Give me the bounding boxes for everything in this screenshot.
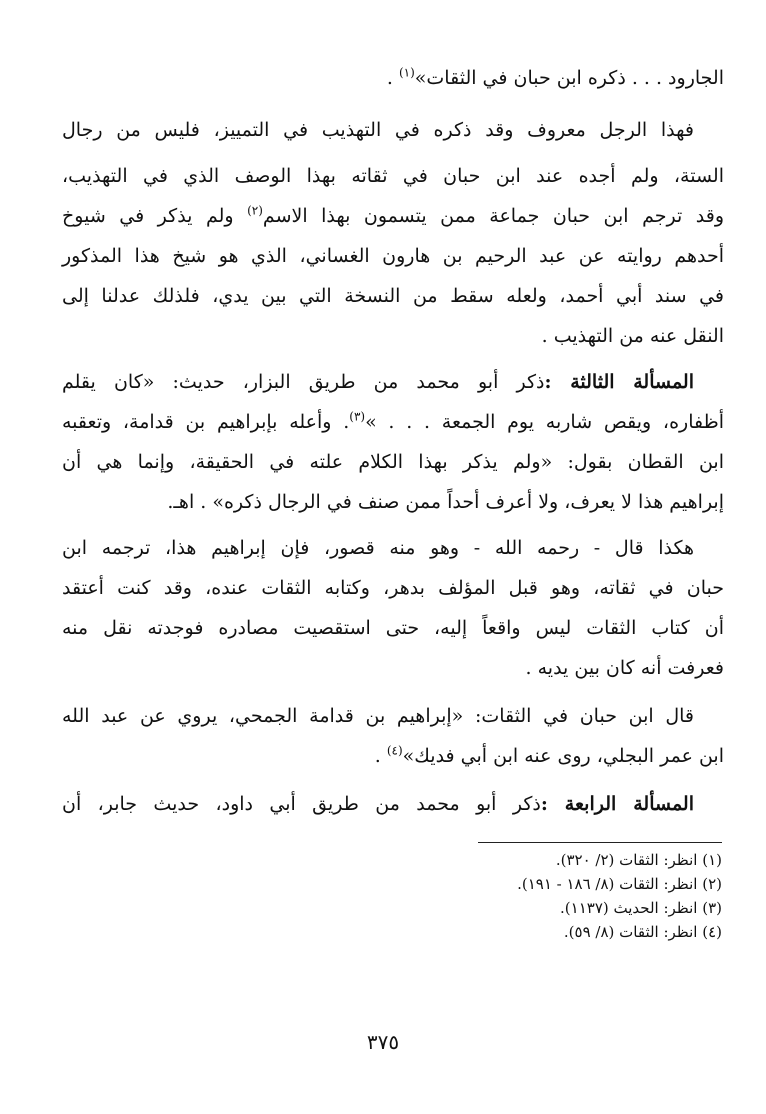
text-line <box>62 52 724 104</box>
line-text: أظفاره، ويقص شاربه يوم الجمعة . . . » <box>365 411 724 433</box>
line-text-after: . وأعله بإبراهيم بن قدامة، وتعقبه <box>62 411 350 433</box>
line-text: فعرفت أنه كان بين يديه . <box>525 657 724 679</box>
section-heading: المسألة الرابعة : <box>540 793 694 815</box>
page-number: ٣٧٥ <box>366 1030 400 1054</box>
footnote-divider <box>478 842 722 843</box>
footnote: (٣) انظر: الحديث (١١٣٧). <box>560 899 722 917</box>
footnote: (٢) انظر: الثقات (٨/ ١٨٦ - ١٩١). <box>517 875 722 893</box>
line-text-after: . <box>374 745 387 767</box>
line-text: أحدهم روايته عن عبد الرحيم بن هارون الغساني، الذي هو شيخ هذا المذكور <box>62 245 724 267</box>
footnote-ref[interactable]: (٢) <box>247 203 263 218</box>
line-text: ذكر أبو محمد من طريق البزار، حديث: «كان يقلم <box>62 371 545 393</box>
line-text: فهذا الرجل معروف وقد ذكره في التهذيب في التمييز، فليس من رجال <box>62 119 694 141</box>
text-line <box>62 476 724 528</box>
line-text: إبراهيم هذا لا يعرف، ولا أعرف أحداً ممن صنف في الرجال ذكره» . اهـ. <box>167 491 724 513</box>
section-heading: المسألة الثالثة : <box>544 371 694 393</box>
line-text: في سند أبي أحمد، ولعله سقط من النسخة التي بين يدي، فلذلك عدلنا إلى <box>62 285 724 307</box>
line-text: قال ابن حبان في الثقات: «إبراهيم بن قدامة الجمحي، يروي عن عبد الله <box>62 705 694 727</box>
footnote-ref[interactable]: (٣) <box>349 409 366 424</box>
text-line <box>62 642 724 694</box>
line-text-after: ولم يذكر في شيوخ <box>62 205 248 227</box>
line-text: الستة، ولم أجده عند ابن حبان في ثقاته بهذا الوصف الذي في التهذيب، <box>62 165 724 187</box>
text-line <box>62 104 724 156</box>
footnote-ref[interactable]: (١) <box>398 65 415 80</box>
footnote: (١) انظر: الثقات (٢/ ٣٢٠). <box>555 851 722 869</box>
line-text: الجارود . . . ذكره ابن حبان في الثقات» <box>414 67 724 89</box>
text-line <box>62 310 724 362</box>
footnote-ref[interactable]: (٤) <box>386 743 403 758</box>
line-text: ابن عمر البجلي، روى عنه ابن أبي فديك» <box>402 745 724 767</box>
footnotes <box>300 848 722 944</box>
line-text: أن كتاب الثقات ليس واقعاً إليه، حتى استقصيت مصادره فوجدته نقل منه <box>62 617 724 639</box>
line-text: النقل عنه من التهذيب . <box>541 325 724 347</box>
text-line <box>62 730 724 782</box>
text-line <box>62 778 724 830</box>
line-text: هكذا قال - رحمه الله - وهو منه قصور، فإن إبراهيم هذا، ترجمه ابن <box>62 537 694 559</box>
line-text: حبان في ثقاته، وهو قبل المؤلف بدهر، وكتابه الثقات عنده، وقد كنت أعتقد <box>62 577 724 599</box>
line-text: وقد ترجم ابن حبان جماعة ممن يتسمون بهذا الاسم <box>262 205 724 227</box>
line-text-after: . <box>386 67 399 89</box>
line-text: ذكر أبو محمد من طريق أبي داود، حديث جابر، أن <box>62 793 541 815</box>
footnote: (٤) انظر: الثقات (٨/ ٥٩). <box>563 923 722 941</box>
line-text: ابن القطان بقول: «ولم يذكر بهذا الكلام علته في الحقيقة، وإنما هي أن <box>62 451 724 473</box>
